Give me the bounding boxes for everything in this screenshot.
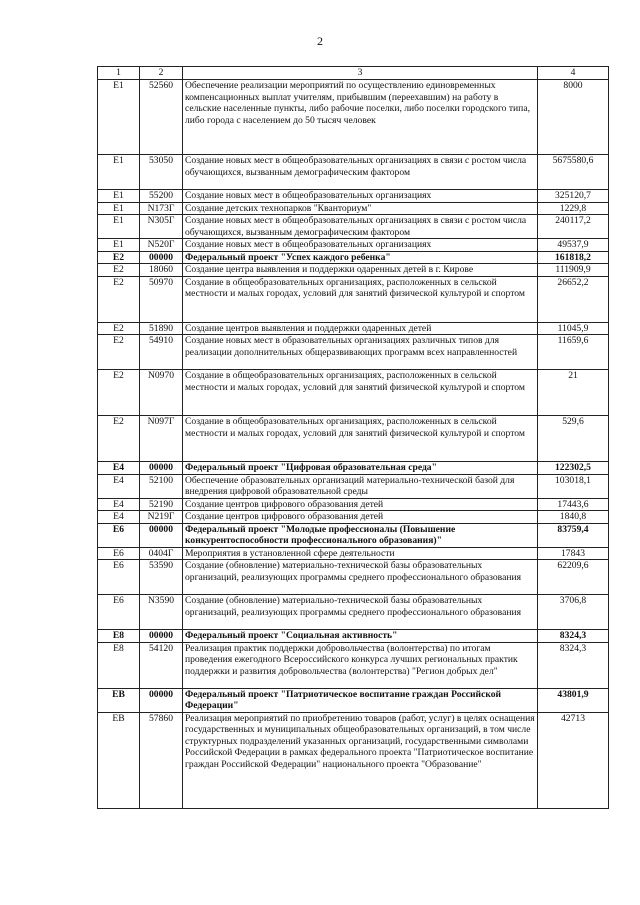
item-code-cell: 00000 — [140, 630, 183, 643]
item-name-cell: Создание (обновление) материально-технической базы образовательных организаций, реализующих программы среднего профессионального образования — [183, 560, 538, 595]
item-code-cell: N305Г — [140, 215, 183, 239]
section-code-cell: E6 — [98, 560, 140, 595]
table-row — [98, 215, 609, 239]
table-row — [98, 642, 609, 688]
table-row — [98, 560, 609, 595]
table-row — [98, 251, 609, 264]
table-row — [98, 190, 609, 203]
table-row — [98, 712, 609, 808]
table-row — [98, 335, 609, 370]
section-code-cell: E1 — [98, 215, 140, 239]
item-name-cell: Обеспечение реализации мероприятий по осуществлению единовременных компенсационных выплат учителям, прибывшим (переехавшим) на работу в сельские населенные пункты, либо рабочие поселки, либо поселки городского типа, либо города с населением до 50 тысяч человек — [183, 80, 538, 155]
item-code-cell: N219Г — [140, 511, 183, 524]
item-name-cell: Создание в общеобразовательных организациях, расположенных в сельской местности и малых городах, условий для занятий физической культурой и спортом — [183, 416, 538, 462]
table-row — [98, 370, 609, 416]
amount-cell: 122302,5 — [538, 462, 609, 475]
item-code-cell: 55200 — [140, 190, 183, 203]
section-code-cell: E1 — [98, 80, 140, 155]
amount-cell: 5675580,6 — [538, 155, 609, 190]
table-row — [98, 80, 609, 155]
item-name-cell: Создание (обновление) материально-технической базы образовательных организаций, реализующих программы среднего профессионального образования — [183, 595, 538, 630]
section-code-cell: E1 — [98, 202, 140, 215]
item-code-cell: 50970 — [140, 276, 183, 322]
item-name-cell: Реализация практик поддержки добровольчества (волонтерства) по итогам проведения ежегодного Всероссийского конкурса лучших региональных практик поддержки и развития добровольчества (волонтерства) "Регион добрых дел" — [183, 642, 538, 688]
section-code-cell: E4 — [98, 474, 140, 498]
section-code-cell: E6 — [98, 523, 140, 547]
item-name-cell: Создание в общеобразовательных организациях, расположенных в сельской местности и малых городах, условий для занятий физической культурой и спортом — [183, 370, 538, 416]
section-code-cell: E2 — [98, 416, 140, 462]
amount-cell: 62209,6 — [538, 560, 609, 595]
amount-cell: 83759,4 — [538, 523, 609, 547]
item-name-cell: Создание центров цифрового образования детей — [183, 498, 538, 511]
amount-cell: 529,6 — [538, 416, 609, 462]
table-row — [98, 239, 609, 252]
table-row — [98, 155, 609, 190]
section-code-cell: E2 — [98, 335, 140, 370]
table-row — [98, 523, 609, 547]
item-name-cell: Федеральный проект "Успех каждого ребенка" — [183, 251, 538, 264]
amount-cell: 17843 — [538, 547, 609, 560]
item-name-cell: Мероприятия в установленной сфере деятельности — [183, 547, 538, 560]
item-code-cell: 52100 — [140, 474, 183, 498]
amount-cell: 1229,8 — [538, 202, 609, 215]
item-code-cell: N173Г — [140, 202, 183, 215]
item-name-cell: Реализация мероприятий по приобретению товаров (работ, услуг) в целях оснащения государственных и муниципальных общеобразовательных организаций, в том числе структурных подразделений указанных организаций, государственными символами Российской Федерации в рамках федерального проекта "Патриотическое воспитание граждан Российской Федерации" национального проекта "Образование" — [183, 712, 538, 808]
section-code-cell: E2 — [98, 276, 140, 322]
amount-cell: 26652,2 — [538, 276, 609, 322]
item-code-cell: 57860 — [140, 712, 183, 808]
table-row — [98, 511, 609, 524]
section-code-cell: E4 — [98, 511, 140, 524]
section-code-cell: EB — [98, 688, 140, 712]
section-code-cell: E1 — [98, 239, 140, 252]
item-code-cell: 0404Г — [140, 547, 183, 560]
item-name-cell: Создание новых мест в общеобразовательных организациях в связи с ростом числа обучающихся, вызванным демографическим фактором — [183, 155, 538, 190]
table-row — [98, 276, 609, 322]
item-name-cell: Создание центра выявления и поддержки одаренных детей в г. Кирове — [183, 264, 538, 277]
item-code-cell: 00000 — [140, 688, 183, 712]
item-name-cell: Создание детских технопарков "Кванториум" — [183, 202, 538, 215]
item-code-cell: 51890 — [140, 322, 183, 335]
section-code-cell: E1 — [98, 190, 140, 203]
amount-cell: 1840,8 — [538, 511, 609, 524]
amount-cell: 3706,8 — [538, 595, 609, 630]
amount-cell: 49537,9 — [538, 239, 609, 252]
amount-cell: 325120,7 — [538, 190, 609, 203]
item-name-cell: Создание центров цифрового образования детей — [183, 511, 538, 524]
amount-cell: 8324,3 — [538, 642, 609, 688]
item-code-cell: 00000 — [140, 251, 183, 264]
item-name-cell: Обеспечение образовательных организаций материально-технической базой для внедрения цифровой образовательной среды — [183, 474, 538, 498]
item-code-cell: 52190 — [140, 498, 183, 511]
amount-cell: 11659,6 — [538, 335, 609, 370]
section-code-cell: E6 — [98, 595, 140, 630]
item-name-cell: Федеральный проект "Патриотическое воспитание граждан Российской Федерации" — [183, 688, 538, 712]
item-code-cell: 54120 — [140, 642, 183, 688]
column-header-3: 3 — [183, 67, 538, 80]
section-code-cell: E2 — [98, 264, 140, 277]
amount-cell: 11045,9 — [538, 322, 609, 335]
section-code-cell: E2 — [98, 370, 140, 416]
item-code-cell: 18060 — [140, 264, 183, 277]
table-row — [98, 630, 609, 643]
item-code-cell: 53050 — [140, 155, 183, 190]
section-code-cell: E8 — [98, 642, 140, 688]
item-name-cell: Создание новых мест в образовательных организациях различных типов для реализации дополнительных общеразвивающих программ всех направленностей — [183, 335, 538, 370]
table-row — [98, 688, 609, 712]
item-code-cell: N097Г — [140, 416, 183, 462]
section-code-cell: E2 — [98, 251, 140, 264]
amount-cell: 103018,1 — [538, 474, 609, 498]
page-number: 2 — [317, 34, 323, 48]
table-row — [98, 264, 609, 277]
amount-cell: 111909,9 — [538, 264, 609, 277]
item-code-cell: N3590 — [140, 595, 183, 630]
amount-cell: 8000 — [538, 80, 609, 155]
item-code-cell: 54910 — [140, 335, 183, 370]
amount-cell: 8324,3 — [538, 630, 609, 643]
table-row — [98, 202, 609, 215]
section-code-cell: E8 — [98, 630, 140, 643]
budget-table — [97, 66, 609, 809]
item-code-cell: N520Г — [140, 239, 183, 252]
item-code-cell: 53590 — [140, 560, 183, 595]
item-name-cell: Создание новых мест в общеобразовательных организациях — [183, 190, 538, 203]
amount-cell: 161818,2 — [538, 251, 609, 264]
amount-cell: 17443,6 — [538, 498, 609, 511]
item-name-cell: Федеральный проект "Социальная активность" — [183, 630, 538, 643]
table-row — [98, 322, 609, 335]
item-name-cell: Создание новых мест в общеобразовательных организациях в связи с ростом числа обучающихся, вызванным демографическим фактором — [183, 215, 538, 239]
section-code-cell: E4 — [98, 498, 140, 511]
table-row — [98, 462, 609, 475]
item-name-cell: Создание в общеобразовательных организациях, расположенных в сельской местности и малых городах, условий для занятий физической культурой и спортом — [183, 276, 538, 322]
table-row — [98, 474, 609, 498]
amount-cell: 21 — [538, 370, 609, 416]
item-code-cell: 52560 — [140, 80, 183, 155]
column-header-4: 4 — [538, 67, 609, 80]
item-name-cell: Федеральный проект "Цифровая образовательная среда" — [183, 462, 538, 475]
section-code-cell: E4 — [98, 462, 140, 475]
table-row — [98, 547, 609, 560]
amount-cell: 42713 — [538, 712, 609, 808]
amount-cell: 240117,2 — [538, 215, 609, 239]
section-code-cell: E2 — [98, 322, 140, 335]
section-code-cell: EB — [98, 712, 140, 808]
item-code-cell: 00000 — [140, 523, 183, 547]
table-row — [98, 498, 609, 511]
item-name-cell: Федеральный проект "Молодые профессионалы (Повышение конкурентоспособности профессионального образования)" — [183, 523, 538, 547]
item-code-cell: N0970 — [140, 370, 183, 416]
column-header-1: 1 — [98, 67, 140, 80]
table-row — [98, 595, 609, 630]
item-code-cell: 00000 — [140, 462, 183, 475]
section-code-cell: E6 — [98, 547, 140, 560]
column-header-2: 2 — [140, 67, 183, 80]
item-name-cell: Создание новых мест в общеобразовательных организациях — [183, 239, 538, 252]
amount-cell: 43801,9 — [538, 688, 609, 712]
item-name-cell: Создание центров выявления и поддержки одаренных детей — [183, 322, 538, 335]
table-header-row — [98, 67, 609, 80]
section-code-cell: E1 — [98, 155, 140, 190]
table-row — [98, 416, 609, 462]
